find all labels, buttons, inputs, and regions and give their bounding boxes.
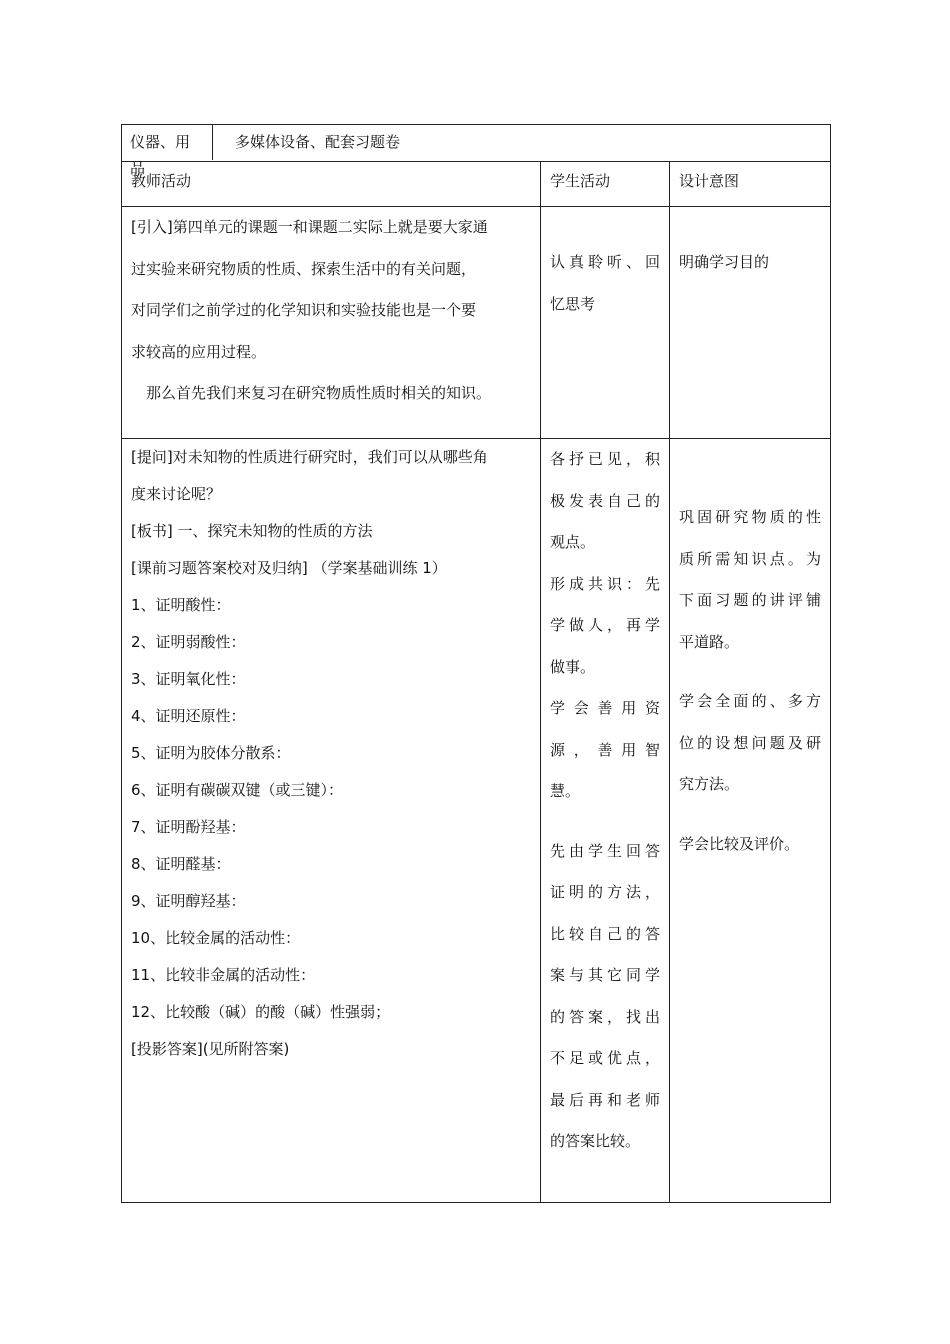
header-student: 学生活动	[541, 162, 670, 207]
main-teacher-line: 7、证明酚羟基：	[131, 818, 246, 836]
main-student-line: 的答案，找出	[550, 1007, 660, 1026]
main-teacher-line: 8、证明醛基：	[131, 855, 231, 873]
spacer	[679, 806, 821, 824]
intro-teacher-line: [引入]第四单元的课题一和课题二实际上就是要大家通	[131, 218, 488, 236]
lesson-plan-table	[121, 124, 831, 1203]
intro-student-cell	[541, 207, 670, 439]
main-teacher-line: 4、证明还原性：	[131, 707, 246, 725]
main-student-line: 最后再和老师	[550, 1090, 660, 1109]
main-teacher-line: [提问]对未知物的性质进行研究时，我们可以从哪些角	[131, 448, 488, 466]
intro-row	[122, 207, 831, 439]
main-student-line: 证明的方法，	[550, 883, 660, 901]
main-teacher-line: 12、比较酸（碱）的酸（碱）性强弱；	[131, 1003, 391, 1021]
main-student-line: 形成共识：先	[550, 574, 660, 593]
main-teacher-line: [投影答案](见所附答案)	[131, 1040, 290, 1058]
equipment-row	[122, 125, 831, 162]
header-teacher: 教师活动	[122, 162, 541, 207]
main-teacher-line: 11、比较非金属的活动性：	[131, 966, 316, 984]
spacer	[679, 663, 821, 681]
main-student-line: 观点。	[550, 533, 596, 551]
intro-teacher-line: 求较高的应用过程。	[131, 342, 267, 361]
main-design-line: 学会比较及评价。	[679, 834, 800, 853]
equipment-cell	[122, 125, 831, 162]
main-student-line: 案与其它同学	[550, 966, 660, 984]
main-student-line: 比较自己的答	[550, 924, 660, 943]
intro-teacher-line: 过实验来研究物质的性质、探索生活中的有关问题，	[131, 259, 477, 278]
main-design-line: 下面习题的讲评铺	[679, 591, 822, 609]
main-teacher-cell	[122, 439, 541, 1203]
main-student-cell	[541, 439, 670, 1203]
main-design-line: 巩固研究物质的性	[679, 508, 822, 526]
main-teacher-line: [板书] 一、探究未知物的性质的方法	[131, 522, 373, 540]
intro-teacher-line: 对同学们之前学过的化学知识和实验技能也是一个要	[131, 301, 477, 319]
intro-teacher-line: 那么首先我们来复习在研究物质性质时相关的知识。	[131, 384, 492, 402]
main-teacher-line: 6、证明有碳碳双键（或三键）：	[131, 781, 344, 799]
intro-student-line: 认真聆听、回	[550, 253, 660, 271]
equipment-value: 多媒体设备、配套习题卷	[235, 133, 401, 151]
main-student-line: 做事。	[550, 657, 596, 676]
main-teacher-line: [课前习题答案校对及归纳] （学案基础训练 1）	[131, 559, 447, 577]
main-student-line: 极发表自己的	[550, 491, 660, 510]
main-student-line: 不足或优点，	[550, 1049, 660, 1067]
spacer	[550, 813, 660, 831]
intro-student-line: 忆思考	[550, 295, 596, 313]
main-teacher-line: 3、证明氧化性：	[131, 670, 246, 688]
main-design-cell	[670, 439, 831, 1203]
main-row	[122, 439, 831, 1203]
main-teacher-line: 1、证明酸性：	[131, 596, 231, 614]
header-row	[122, 162, 831, 207]
main-student-line: 学做人，再学	[550, 616, 660, 634]
intro-design-text: 明确学习目的	[679, 253, 770, 271]
main-design-line: 究方法。	[679, 775, 740, 793]
main-design-line: 平道路。	[679, 632, 740, 651]
main-teacher-line: 5、证明为胶体分散系：	[131, 744, 291, 762]
main-student-line: 各抒已见，积	[550, 450, 660, 468]
main-teacher-line: 度来讨论呢？	[131, 485, 222, 503]
main-student-line: 学会善用资	[550, 699, 660, 717]
main-design-line: 质所需知识点。为	[679, 549, 822, 568]
main-student-line: 的答案比较。	[550, 1132, 641, 1150]
main-design-line: 学会全面的、多方	[679, 692, 822, 710]
main-teacher-line: 2、证明弱酸性：	[131, 633, 246, 651]
main-student-line: 慧。	[550, 782, 581, 800]
main-design-line: 位的设想问题及研	[679, 733, 822, 752]
header-design: 设计意图	[670, 162, 831, 207]
main-teacher-line: 10、比较金属的活动性：	[131, 929, 301, 947]
main-student-line: 源，善用智	[550, 740, 660, 759]
equipment-label: 仪器、用品	[121, 124, 213, 160]
intro-teacher-cell	[122, 207, 541, 439]
main-teacher-line: 9、证明醇羟基：	[131, 892, 246, 910]
main-student-line: 先由学生回答	[550, 841, 660, 860]
intro-design-cell	[670, 207, 831, 439]
